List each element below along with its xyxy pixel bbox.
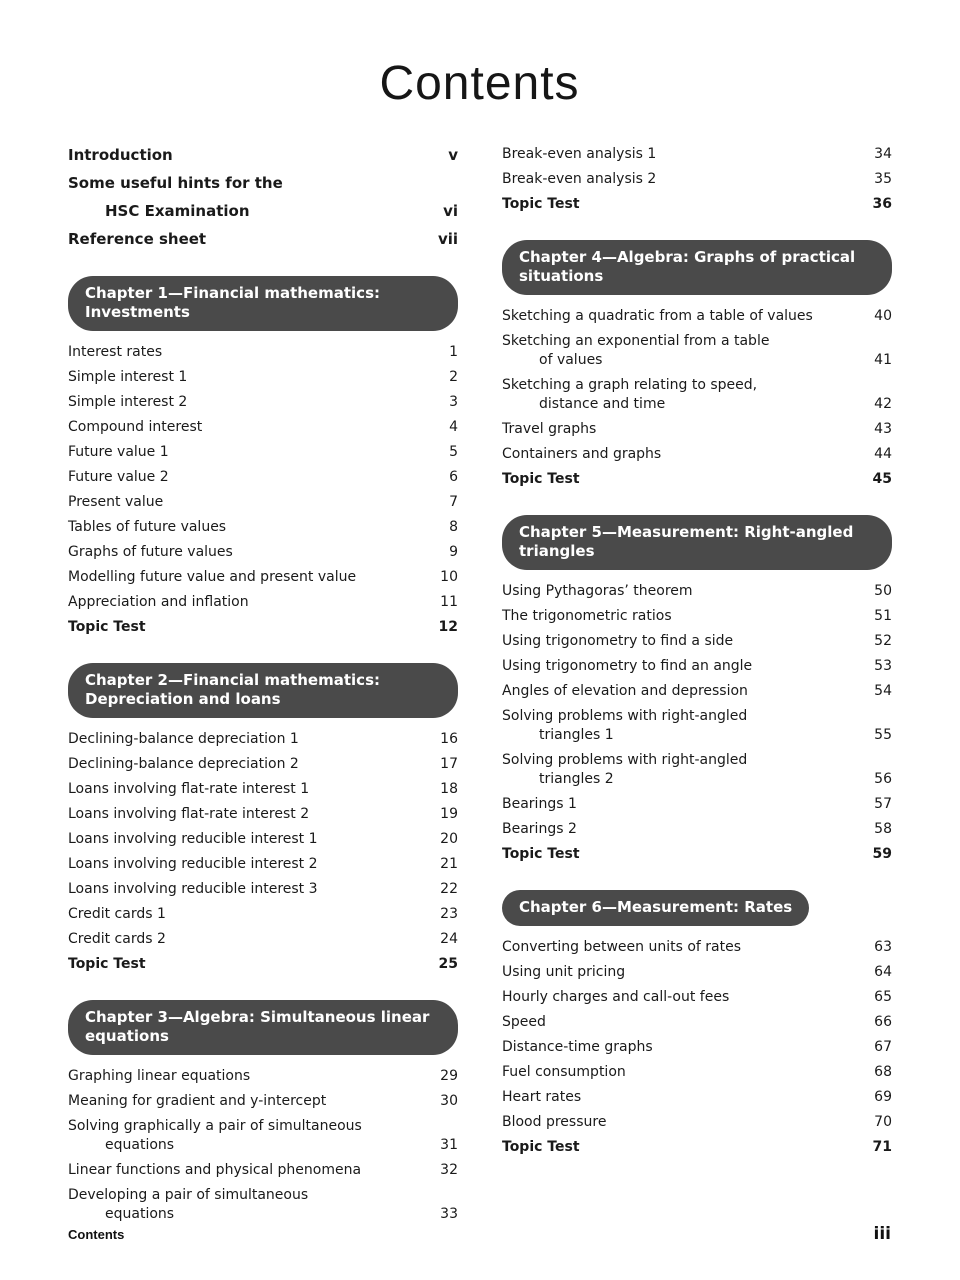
toc-entry-label: distance and time <box>539 396 666 412</box>
toc-entry <box>502 795 892 814</box>
toc-entry <box>68 930 458 949</box>
toc-entry <box>502 376 892 395</box>
toc-entry-label: Loans involving flat-rate interest 1 <box>68 781 310 797</box>
toc-entry-label: Loans involving reducible interest 2 <box>68 856 318 872</box>
toc-entry <box>502 820 892 839</box>
toc-entry-label: The trigonometric ratios <box>502 608 672 624</box>
toc-entry <box>68 855 458 874</box>
toc-entry <box>502 707 892 726</box>
toc-entry <box>68 418 458 437</box>
toc-page-number: 32 <box>440 1162 458 1178</box>
toc-page-number: 25 <box>438 956 458 972</box>
toc-entry-label: Declining-balance depreciation 1 <box>68 731 299 747</box>
toc-page-number: 69 <box>874 1089 892 1105</box>
toc-entry <box>68 805 458 824</box>
toc-entry <box>68 1092 458 1111</box>
toc-entry <box>502 988 892 1007</box>
toc-page-number: 44 <box>874 446 892 462</box>
toc-page-number: vi <box>443 202 458 220</box>
toc-entry-label: Developing a pair of simultaneous <box>68 1187 309 1203</box>
toc-entry-label: Speed <box>502 1014 546 1030</box>
chapter-heading <box>502 515 892 570</box>
toc-entry <box>502 582 892 601</box>
toc-entry <box>68 880 458 899</box>
toc-entry <box>68 393 458 412</box>
toc-entry-label: Graphing linear equations <box>68 1068 251 1084</box>
toc-entry <box>502 751 892 770</box>
toc-entry-label: Linear functions and physical phenomena <box>68 1162 362 1178</box>
toc-page-number: 56 <box>874 771 892 787</box>
chapter-title-text: Chapter 2—Financial mathematics: Depreciation and loans <box>85 671 380 708</box>
toc-entry-label: Future value 1 <box>68 444 169 460</box>
chapter-heading <box>502 890 809 926</box>
toc-page-number: 16 <box>440 731 458 747</box>
toc-page-number: 68 <box>874 1064 892 1080</box>
toc-entry-continuation <box>502 351 892 370</box>
toc-entry-label: Bearings 1 <box>502 796 577 812</box>
toc-entry-label: Declining-balance depreciation 2 <box>68 756 299 772</box>
toc-page-number: 20 <box>440 831 458 847</box>
toc-entry-label: Loans involving reducible interest 1 <box>68 831 318 847</box>
toc-page-number: 19 <box>440 806 458 822</box>
toc-page-number: 36 <box>872 196 892 212</box>
toc-entry-label: Topic Test <box>68 619 146 635</box>
toc-page-number: 54 <box>874 683 892 699</box>
toc-column-left <box>68 145 458 1237</box>
toc-page-number: 30 <box>440 1093 458 1109</box>
toc-entry-label: of values <box>539 352 603 368</box>
toc-entry <box>502 657 892 676</box>
toc-entry-label: Interest rates <box>68 344 163 360</box>
toc-entry-continuation <box>502 770 892 789</box>
toc-entry <box>68 229 458 249</box>
toc-page-number: 58 <box>874 821 892 837</box>
toc-entry-label: triangles 1 <box>539 727 614 743</box>
toc-page-number: 64 <box>874 964 892 980</box>
toc-entry-label: Sketching an exponential from a table <box>502 333 770 349</box>
toc-entry-label: Solving problems with right-angled <box>502 708 748 724</box>
toc-page-number: 42 <box>874 396 892 412</box>
toc-page-number: 45 <box>872 471 892 487</box>
toc-entry-label: Graphs of future values <box>68 544 233 560</box>
toc-entry <box>68 618 458 637</box>
footer-section-label: Contents <box>68 1227 125 1242</box>
toc-entry-continuation <box>68 201 458 221</box>
toc-page-number: 24 <box>440 931 458 947</box>
toc-entry <box>502 307 892 326</box>
toc-entry-label: Reference sheet <box>68 230 207 248</box>
toc-entry <box>68 955 458 974</box>
toc-entry-label: HSC Examination <box>105 202 250 220</box>
toc-entry-label: Solving graphically a pair of simultaneous <box>68 1118 362 1134</box>
toc-entry-label: Some useful hints for the <box>68 174 283 192</box>
chapter-heading <box>68 276 458 331</box>
toc-page-number: 63 <box>874 939 892 955</box>
toc-entry <box>502 1138 892 1157</box>
toc-list <box>68 145 458 249</box>
toc-entry-label: Blood pressure <box>502 1114 607 1130</box>
toc-entry-label: Fuel consumption <box>502 1064 626 1080</box>
toc-entry <box>68 173 458 193</box>
toc-page-number: 23 <box>440 906 458 922</box>
toc-page-number: 29 <box>440 1068 458 1084</box>
chapter-title-text: Chapter 1—Financial mathematics: Investments <box>85 284 380 321</box>
toc-page-number: 67 <box>874 1039 892 1055</box>
toc-entry <box>68 543 458 562</box>
toc-entry <box>502 470 892 489</box>
toc-page-number: 22 <box>440 881 458 897</box>
toc-entry <box>68 755 458 774</box>
toc-entry <box>68 593 458 612</box>
toc-entry-label: Break-even analysis 1 <box>502 146 657 162</box>
toc-entry-label: Topic Test <box>502 471 580 487</box>
toc-entry <box>502 1038 892 1057</box>
toc-entry-label: Appreciation and inflation <box>68 594 249 610</box>
chapter-title-text: Chapter 6—Measurement: Rates <box>519 898 793 916</box>
toc-entry <box>68 1117 458 1136</box>
toc-entry-label: Credit cards 2 <box>68 931 166 947</box>
toc-entry <box>68 1161 458 1180</box>
toc-page-number: 33 <box>440 1206 458 1222</box>
chapter-title-text: Chapter 3—Algebra: Simultaneous linear equations <box>85 1008 430 1045</box>
toc-page-number: 40 <box>874 308 892 324</box>
toc-entry <box>502 1013 892 1032</box>
chapter-heading <box>68 663 458 718</box>
toc-entry <box>502 682 892 701</box>
toc-entry-label: Credit cards 1 <box>68 906 166 922</box>
toc-entry-label: Using unit pricing <box>502 964 626 980</box>
toc-entry <box>502 332 892 351</box>
toc-page-number: 71 <box>872 1139 892 1155</box>
toc-list <box>68 1067 458 1224</box>
toc-entry-label: Containers and graphs <box>502 446 662 462</box>
toc-entry <box>502 145 892 164</box>
toc-entry-label: equations <box>105 1137 175 1153</box>
toc-page-number: 12 <box>438 619 458 635</box>
toc-entry-label: Using trigonometry to find an angle <box>502 658 753 674</box>
toc-entry <box>502 938 892 957</box>
toc-page-number: 70 <box>874 1114 892 1130</box>
page-footer <box>68 1224 891 1244</box>
toc-entry <box>502 195 892 214</box>
toc-entry-label: Using Pythagoras’ theorem <box>502 583 693 599</box>
toc-entry <box>68 730 458 749</box>
toc-page-number: 11 <box>440 594 458 610</box>
toc-page-number: 5 <box>449 444 458 460</box>
toc-entry-label: Travel graphs <box>502 421 597 437</box>
toc-entry-label: Compound interest <box>68 419 203 435</box>
toc-list <box>68 730 458 974</box>
toc-entry-label: Loans involving reducible interest 3 <box>68 881 318 897</box>
toc-page-number: 57 <box>874 796 892 812</box>
toc-entry <box>502 170 892 189</box>
toc-page-number: 1 <box>449 344 458 360</box>
toc-entry-label: Solving problems with right-angled <box>502 752 748 768</box>
toc-page-number: 7 <box>449 494 458 510</box>
toc-entry-label: Loans involving flat-rate interest 2 <box>68 806 310 822</box>
toc-entry <box>502 420 892 439</box>
toc-entry-label: triangles 2 <box>539 771 614 787</box>
toc-page-number: 65 <box>874 989 892 1005</box>
page-title: Contents <box>379 57 580 110</box>
toc-entry-label: Topic Test <box>502 1139 580 1155</box>
toc-entry <box>68 518 458 537</box>
toc-entry-label: Topic Test <box>502 196 580 212</box>
toc-entry <box>68 780 458 799</box>
toc-page-number: 9 <box>449 544 458 560</box>
toc-entry-label: Simple interest 2 <box>68 394 188 410</box>
toc-entry-label: Sketching a quadratic from a table of values <box>502 308 813 324</box>
toc-entry <box>502 963 892 982</box>
toc-entry-label: Tables of future values <box>68 519 227 535</box>
toc-entry-continuation <box>502 726 892 745</box>
toc-entry-label: Present value <box>68 494 164 510</box>
toc-entry-label: Meaning for gradient and y-intercept <box>68 1093 327 1109</box>
toc-entry-label: Using trigonometry to find a side <box>502 633 734 649</box>
toc-entry-label: Topic Test <box>68 956 146 972</box>
toc-entry <box>68 493 458 512</box>
toc-page-number: 21 <box>440 856 458 872</box>
toc-page-number: 41 <box>874 352 892 368</box>
toc-page-number: 50 <box>874 583 892 599</box>
toc-entry-label: Topic Test <box>502 846 580 862</box>
toc-entry-continuation <box>68 1136 458 1155</box>
toc-entry-continuation <box>502 395 892 414</box>
toc-entry-label: equations <box>105 1206 175 1222</box>
toc-entry <box>68 443 458 462</box>
toc-entry <box>68 468 458 487</box>
toc-page-number: 17 <box>440 756 458 772</box>
toc-entry-label: Introduction <box>68 146 173 164</box>
chapter-heading <box>68 1000 458 1055</box>
toc-page-number: 34 <box>874 146 892 162</box>
toc-entry <box>68 905 458 924</box>
toc-entry-label: Hourly charges and call-out fees <box>502 989 730 1005</box>
toc-entry-label: Distance-time graphs <box>502 1039 653 1055</box>
toc-column-right <box>502 145 892 1237</box>
toc-entry <box>502 607 892 626</box>
toc-entry-continuation <box>68 1205 458 1224</box>
toc-page-number: 18 <box>440 781 458 797</box>
toc-list <box>502 582 892 864</box>
toc-entry <box>68 1186 458 1205</box>
toc-page-number: 59 <box>872 846 892 862</box>
toc-entry <box>68 368 458 387</box>
toc-entry-label: Modelling future value and present value <box>68 569 357 585</box>
toc-page-number: v <box>448 146 458 164</box>
toc-page-number: 53 <box>874 658 892 674</box>
toc-page-number: 4 <box>449 419 458 435</box>
toc-entry <box>502 845 892 864</box>
toc-page-number: 3 <box>449 394 458 410</box>
toc-entry <box>502 1063 892 1082</box>
toc-entry-label: Simple interest 1 <box>68 369 188 385</box>
toc-list <box>502 938 892 1157</box>
toc-list <box>68 343 458 637</box>
toc-entry <box>502 632 892 651</box>
toc-list <box>502 145 892 214</box>
toc-columns <box>68 145 891 1237</box>
toc-entry-label: Bearings 2 <box>502 821 577 837</box>
toc-entry <box>502 1113 892 1132</box>
chapter-title-text: Chapter 5—Measurement: Right-angled triangles <box>519 523 854 560</box>
toc-entry-label: Sketching a graph relating to speed, <box>502 377 758 393</box>
toc-page-number: vii <box>437 230 458 248</box>
toc-entry <box>68 343 458 362</box>
toc-page-number: 6 <box>449 469 458 485</box>
toc-entry-label: Converting between units of rates <box>502 939 741 955</box>
toc-entry-label: Future value 2 <box>68 469 169 485</box>
toc-page-number: 66 <box>874 1014 892 1030</box>
toc-page-number: 51 <box>874 608 892 624</box>
toc-page-number: 8 <box>449 519 458 535</box>
toc-entry <box>68 568 458 587</box>
toc-page-number: 35 <box>874 171 892 187</box>
toc-page-number: 31 <box>440 1137 458 1153</box>
toc-entry <box>68 145 458 165</box>
toc-page-number: 43 <box>874 421 892 437</box>
footer-page-number: iii <box>873 1224 891 1244</box>
chapter-title-text: Chapter 4—Algebra: Graphs of practical situations <box>519 248 856 285</box>
toc-entry <box>68 1067 458 1086</box>
toc-page-number: 2 <box>449 369 458 385</box>
toc-entry <box>502 1088 892 1107</box>
toc-entry-label: Break-even analysis 2 <box>502 171 657 187</box>
toc-page-number: 10 <box>440 569 458 585</box>
toc-entry-label: Heart rates <box>502 1089 582 1105</box>
toc-entry <box>68 830 458 849</box>
toc-page-number: 55 <box>874 727 892 743</box>
toc-list <box>502 307 892 489</box>
toc-entry-label: Angles of elevation and depression <box>502 683 748 699</box>
toc-page-number: 52 <box>874 633 892 649</box>
toc-entry <box>502 445 892 464</box>
chapter-heading <box>502 240 892 295</box>
